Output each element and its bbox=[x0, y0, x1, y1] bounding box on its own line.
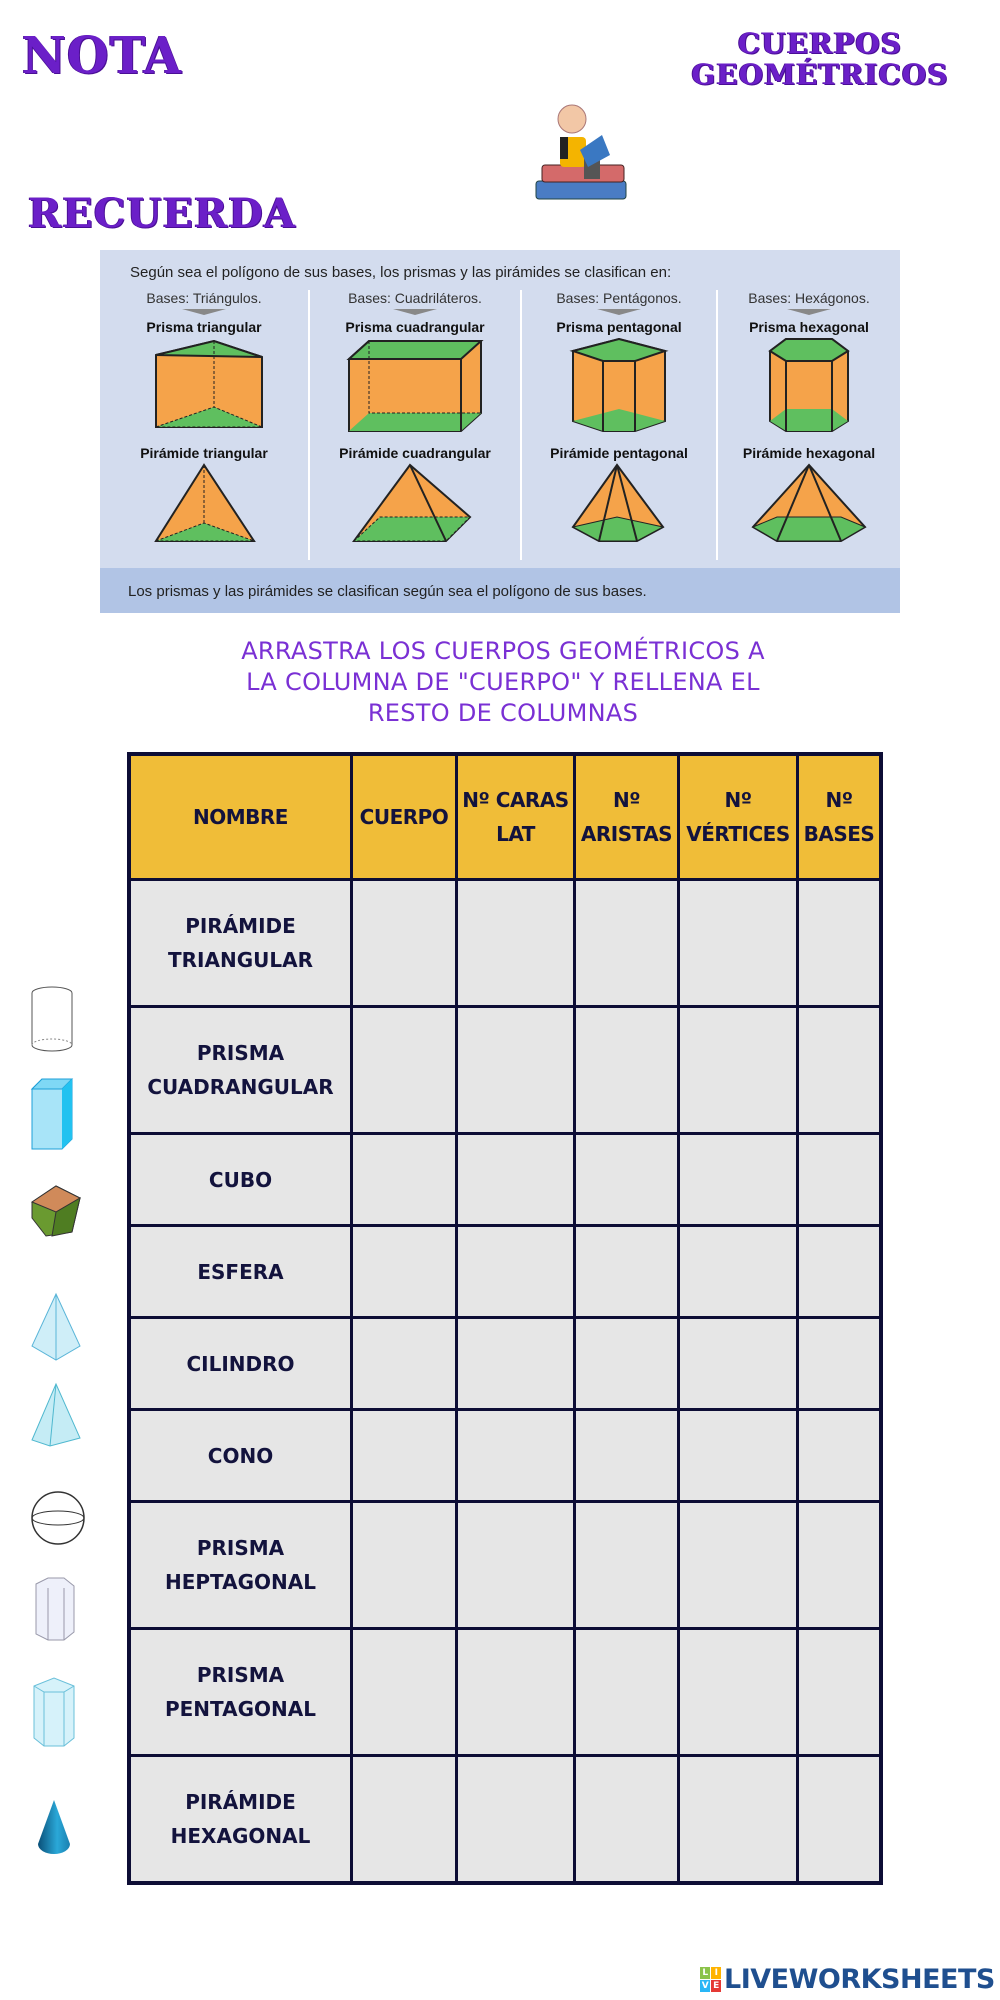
cell-nombre: PRISMA CUADRANGULAR bbox=[129, 1007, 352, 1134]
subject-line1: CUERPOS bbox=[738, 27, 902, 60]
prism-name: Prisma triangular bbox=[146, 319, 262, 335]
hexagonal-pyramid-icon bbox=[749, 461, 869, 543]
cell-bases-dropzone[interactable] bbox=[798, 1410, 882, 1502]
bases-label: Bases: Hexágonos. bbox=[748, 290, 870, 306]
cell-nombre: CILINDRO bbox=[129, 1318, 352, 1410]
triangular-pyramid-icon bbox=[144, 461, 264, 543]
down-arrow-icon bbox=[597, 309, 641, 315]
pentagonal-prism-icon bbox=[569, 335, 669, 445]
cell-caras-lat-dropzone[interactable] bbox=[457, 1318, 575, 1410]
cell-vertices-dropzone[interactable] bbox=[679, 1134, 798, 1226]
down-arrow-icon bbox=[182, 309, 226, 315]
cell-caras-lat-dropzone[interactable] bbox=[457, 1629, 575, 1756]
instruction-line: LA COLUMNA DE "CUERPO" Y RELLENA EL bbox=[246, 668, 760, 696]
cone-icon[interactable] bbox=[28, 1798, 80, 1863]
cell-nombre: PIRÁMIDE TRIANGULAR bbox=[129, 880, 352, 1007]
header-bases: Nº BASES bbox=[798, 754, 882, 880]
cell-cuerpo-dropzone[interactable] bbox=[352, 1629, 457, 1756]
bases-label: Bases: Pentágonos. bbox=[556, 290, 682, 306]
cell-cuerpo-dropzone[interactable] bbox=[352, 1410, 457, 1502]
table-row bbox=[129, 1318, 881, 1410]
cell-cuerpo-dropzone[interactable] bbox=[352, 1318, 457, 1410]
bases-label: Bases: Cuadriláteros. bbox=[348, 290, 482, 306]
table-row bbox=[129, 1756, 881, 1884]
header-caras-lat: Nº CARAS LAT bbox=[457, 754, 575, 880]
triangular-prism-icon bbox=[144, 335, 264, 445]
pyramid-name: Pirámide hexagonal bbox=[742, 445, 876, 461]
cell-caras-lat-dropzone[interactable] bbox=[457, 1134, 575, 1226]
cell-vertices-dropzone[interactable] bbox=[679, 880, 798, 1007]
cell-caras-lat-dropzone[interactable] bbox=[457, 880, 575, 1007]
cell-aristas-dropzone[interactable] bbox=[575, 1410, 679, 1502]
cell-cuerpo-dropzone[interactable] bbox=[352, 1502, 457, 1629]
pyramid-name: Pirámide cuadrangular bbox=[339, 445, 491, 461]
subject-title bbox=[680, 28, 960, 90]
table-row bbox=[129, 880, 881, 1007]
cell-cuerpo-dropzone[interactable] bbox=[352, 1134, 457, 1226]
cell-vertices-dropzone[interactable] bbox=[679, 1226, 798, 1318]
cell-vertices-dropzone[interactable] bbox=[679, 1502, 798, 1629]
header-aristas: Nº ARISTAS bbox=[575, 754, 679, 880]
prism-name: Prisma pentagonal bbox=[556, 319, 682, 335]
table-row bbox=[129, 1134, 881, 1226]
cell-aristas-dropzone[interactable] bbox=[575, 1007, 679, 1134]
table-row bbox=[129, 1629, 881, 1756]
instruction-line: RESTO DE COLUMNAS bbox=[367, 699, 639, 727]
column-quadrangular bbox=[310, 290, 520, 560]
pentagonal-prism-icon[interactable] bbox=[28, 1674, 80, 1755]
rectangular-prism-icon bbox=[345, 335, 485, 445]
prism-name: Prisma hexagonal bbox=[749, 319, 869, 335]
infobox-footer-text: Los prismas y las pirámides se clasifican según sea el polígono de sus bases. bbox=[128, 583, 647, 600]
header-cuerpo: CUERPO bbox=[352, 754, 457, 880]
square-pyramid-icon[interactable] bbox=[28, 1290, 84, 1369]
cell-bases-dropzone[interactable] bbox=[798, 1226, 882, 1318]
cell-nombre: PIRÁMIDE HEXAGONAL bbox=[129, 1756, 352, 1884]
bases-label: Bases: Triángulos. bbox=[146, 290, 262, 306]
cube-icon[interactable] bbox=[28, 1180, 84, 1245]
heptagonal-prism-icon[interactable] bbox=[28, 1574, 80, 1649]
cell-aristas-dropzone[interactable] bbox=[575, 880, 679, 1007]
cell-aristas-dropzone[interactable] bbox=[575, 1134, 679, 1226]
cell-vertices-dropzone[interactable] bbox=[679, 1410, 798, 1502]
sphere-icon[interactable] bbox=[28, 1488, 88, 1553]
header-nombre: NOMBRE bbox=[129, 754, 352, 880]
table-row bbox=[129, 1007, 881, 1134]
logo-text: LIVEWORKSHEETS bbox=[724, 1964, 995, 1995]
cell-nombre: CUBO bbox=[129, 1134, 352, 1226]
cell-aristas-dropzone[interactable] bbox=[575, 1502, 679, 1629]
cylinder-icon[interactable] bbox=[28, 985, 80, 1060]
down-arrow-icon bbox=[787, 309, 831, 315]
instruction-line: ARRASTRA LOS CUERPOS GEOMÉTRICOS A bbox=[241, 637, 765, 665]
cell-aristas-dropzone[interactable] bbox=[575, 1629, 679, 1756]
cell-bases-dropzone[interactable] bbox=[798, 1629, 882, 1756]
infobox-intro: Según sea el polígono de sus bases, los prismas y las pirámides se clasifican en: bbox=[130, 264, 672, 281]
cell-vertices-dropzone[interactable] bbox=[679, 1756, 798, 1884]
cell-bases-dropzone[interactable] bbox=[798, 1318, 882, 1410]
triangular-pyramid-icon[interactable] bbox=[28, 1380, 84, 1455]
geometry-table bbox=[127, 752, 883, 1885]
cell-cuerpo-dropzone[interactable] bbox=[352, 1007, 457, 1134]
cell-vertices-dropzone[interactable] bbox=[679, 1318, 798, 1410]
liveworksheets-logo bbox=[700, 1964, 995, 1995]
cell-vertices-dropzone[interactable] bbox=[679, 1629, 798, 1756]
column-triangular bbox=[100, 290, 308, 560]
cell-caras-lat-dropzone[interactable] bbox=[457, 1226, 575, 1318]
cell-cuerpo-dropzone[interactable] bbox=[352, 1756, 457, 1884]
logo-badge-icon: L I V E bbox=[700, 1967, 721, 1992]
cell-bases-dropzone[interactable] bbox=[798, 1007, 882, 1134]
column-pentagonal bbox=[522, 290, 716, 560]
cell-aristas-dropzone[interactable] bbox=[575, 1756, 679, 1884]
hexagonal-prism-icon bbox=[764, 335, 854, 445]
rectangular-prism-icon[interactable] bbox=[28, 1075, 80, 1156]
cell-bases-dropzone[interactable] bbox=[798, 1134, 882, 1226]
cell-caras-lat-dropzone[interactable] bbox=[457, 1502, 575, 1629]
prism-name: Prisma cuadrangular bbox=[345, 319, 485, 335]
nota-title: NOTA bbox=[22, 26, 183, 86]
pyramid-name: Pirámide pentagonal bbox=[550, 445, 688, 461]
instruction-text bbox=[150, 636, 856, 729]
subject-line2: GEOMÉTRICOS bbox=[691, 58, 949, 91]
cell-caras-lat-dropzone[interactable] bbox=[457, 1410, 575, 1502]
reading-avatar-icon bbox=[532, 95, 636, 207]
infobox-footer bbox=[100, 568, 900, 613]
table-row bbox=[129, 1226, 881, 1318]
cell-nombre: PRISMA PENTAGONAL bbox=[129, 1629, 352, 1756]
cell-cuerpo-dropzone[interactable] bbox=[352, 1226, 457, 1318]
cell-caras-lat-dropzone[interactable] bbox=[457, 1007, 575, 1134]
down-arrow-icon bbox=[393, 309, 437, 315]
table-row bbox=[129, 1410, 881, 1502]
classification-infobox bbox=[100, 250, 900, 613]
cell-bases-dropzone[interactable] bbox=[798, 880, 882, 1007]
cell-nombre: CONO bbox=[129, 1410, 352, 1502]
cell-aristas-dropzone[interactable] bbox=[575, 1226, 679, 1318]
cell-aristas-dropzone[interactable] bbox=[575, 1318, 679, 1410]
header-vertices: Nº VÉRTICES bbox=[679, 754, 798, 880]
square-pyramid-icon bbox=[350, 461, 480, 543]
cell-nombre: ESFERA bbox=[129, 1226, 352, 1318]
cell-cuerpo-dropzone[interactable] bbox=[352, 880, 457, 1007]
table-header-row bbox=[129, 754, 881, 880]
pyramid-name: Pirámide triangular bbox=[140, 445, 268, 461]
pentagonal-pyramid-icon bbox=[569, 461, 669, 543]
cell-caras-lat-dropzone[interactable] bbox=[457, 1756, 575, 1884]
recuerda-title: RECUERDA bbox=[28, 190, 296, 237]
cell-nombre: PRISMA HEPTAGONAL bbox=[129, 1502, 352, 1629]
cell-bases-dropzone[interactable] bbox=[798, 1502, 882, 1629]
table-row bbox=[129, 1502, 881, 1629]
cell-vertices-dropzone[interactable] bbox=[679, 1007, 798, 1134]
column-hexagonal bbox=[718, 290, 900, 560]
cell-bases-dropzone[interactable] bbox=[798, 1756, 882, 1884]
